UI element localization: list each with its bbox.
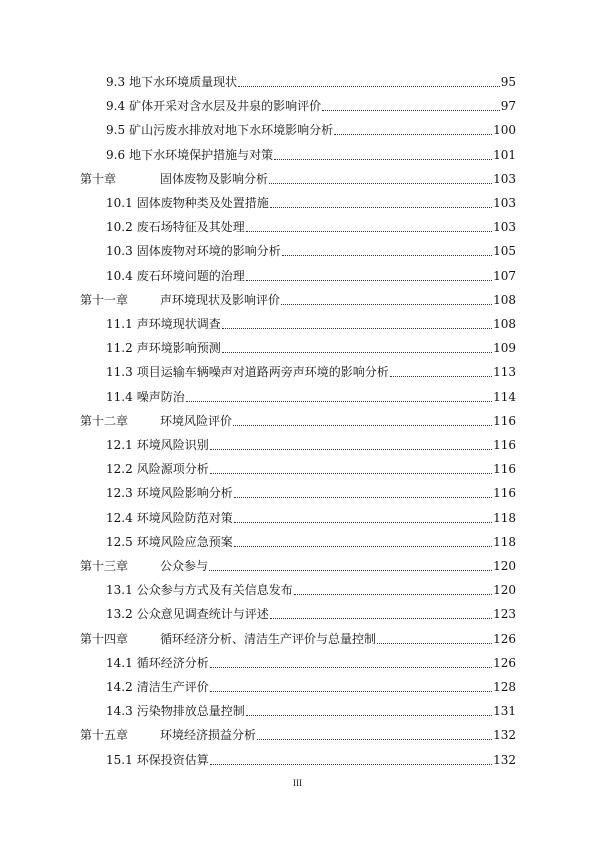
toc-leader-dots — [234, 496, 492, 498]
toc-entry-title: 声环境现状及影响评价 — [160, 292, 281, 307]
toc-leader-dots — [234, 545, 492, 547]
toc-leader-dots — [257, 738, 492, 740]
toc-leader-dots — [238, 85, 500, 87]
toc-chapter-row[interactable] — [80, 630, 516, 648]
toc-page-number: 95 — [500, 75, 516, 89]
toc-entry-number: 12.4 — [106, 510, 133, 525]
toc-entry-title: 项目运输车辆噪声对道路两旁声环境的影响分析 — [136, 365, 389, 380]
toc-section-row[interactable] — [106, 678, 516, 696]
toc-entry-number: 10.4 — [106, 268, 133, 283]
toc-chapter-row[interactable] — [80, 291, 516, 309]
toc-entry-title: 废石场特征及其处理 — [136, 220, 245, 235]
toc-page-number: 116 — [493, 413, 516, 428]
toc-entry-title: 环境经济损益分析 — [160, 728, 257, 743]
toc-entry-title: 固体废物对环境的影响分析 — [136, 244, 281, 259]
toc-entry-title: 声环境影响预测 — [136, 341, 221, 356]
toc-entry-number: 13.2 — [106, 607, 133, 622]
toc-page-number: 126 — [493, 655, 516, 670]
toc-entry-title: 矿体开采对含水层及井泉的影响评价 — [129, 99, 322, 114]
toc-entry-title: 声环境现状调查 — [136, 317, 221, 331]
toc-entry-number: 10.2 — [106, 220, 133, 235]
toc-page-number: 118 — [493, 534, 516, 549]
toc-chapter-row[interactable] — [80, 412, 516, 430]
toc-entry-title: 公众参与 — [160, 559, 209, 573]
toc-leader-dots — [269, 182, 492, 184]
toc-leader-dots — [294, 593, 492, 595]
toc-page-number: 107 — [493, 268, 516, 283]
toc-section-row[interactable] — [106, 73, 516, 91]
toc-page-number: 132 — [493, 752, 516, 767]
toc-entry-number: 11.4 — [106, 389, 133, 404]
toc-page-number: 105 — [493, 244, 516, 259]
toc-entry-title: 环境风险影响分析 — [136, 486, 233, 501]
toc-entry-title: 噪声防治 — [136, 389, 185, 404]
toc-entry-title: 循环经济分析、清洁生产评价与总量控制 — [160, 631, 377, 646]
toc-section-row[interactable] — [106, 339, 516, 357]
toc-entry-number: 12.3 — [106, 486, 133, 501]
toc-section-row[interactable] — [106, 218, 516, 236]
toc-entry-number: 11.3 — [106, 365, 133, 380]
toc-page-number: 126 — [493, 631, 516, 646]
toc-entry-title: 废石环境问题的治理 — [136, 268, 245, 283]
toc-section-row[interactable] — [106, 267, 516, 285]
toc-entry-number: 10.3 — [106, 244, 133, 259]
toc-entry-title: 环境风险应急预案 — [136, 534, 233, 549]
toc-chapter-row[interactable] — [80, 557, 516, 575]
toc-leader-dots — [186, 400, 492, 402]
toc-entry-title: 固体废物及影响分析 — [160, 171, 269, 186]
toc-section-row[interactable] — [106, 315, 516, 333]
toc-entry-title: 地下水环境保护措施与对策 — [129, 147, 274, 162]
toc-leader-dots — [210, 472, 492, 474]
toc-leader-dots — [233, 424, 492, 426]
toc-entry-title: 环保投资估算 — [136, 752, 209, 767]
toc-leader-dots — [270, 206, 492, 208]
toc-page-number: 131 — [493, 704, 516, 719]
toc-leader-dots — [246, 279, 492, 281]
toc-entry-title: 循环经济分析 — [136, 655, 209, 670]
toc-entry-title: 公众参与方式及有关信息发布 — [136, 583, 293, 598]
toc-section-row[interactable] — [106, 460, 516, 478]
toc-leader-dots — [281, 303, 492, 305]
toc-page-number: 120 — [493, 559, 516, 573]
toc-page-number: 113 — [493, 365, 516, 380]
toc-page-number: 123 — [493, 607, 516, 622]
toc-section-row[interactable] — [106, 702, 516, 720]
page-number: III — [293, 778, 302, 788]
toc-leader-dots — [246, 230, 492, 232]
toc-entry-number: 10.1 — [106, 196, 133, 210]
toc-section-row[interactable] — [106, 388, 516, 406]
toc-page-number: 118 — [493, 510, 516, 525]
toc-page-number: 128 — [493, 680, 516, 694]
toc-leader-dots — [210, 690, 492, 692]
toc-section-row[interactable] — [106, 581, 516, 599]
toc-section-row[interactable] — [106, 484, 516, 502]
toc-page-number: 108 — [493, 317, 516, 331]
toc-entry-number: 14.2 — [106, 680, 133, 694]
toc-leader-dots — [246, 714, 492, 716]
toc-section-row[interactable] — [106, 533, 516, 551]
toc-entry-number: 11.2 — [106, 341, 133, 356]
toc-page-number: 103 — [493, 196, 516, 210]
toc-leader-dots — [209, 569, 492, 571]
toc-section-row[interactable] — [106, 146, 516, 164]
toc-entry-title: 环境风险评价 — [160, 413, 233, 428]
toc-leader-dots — [222, 351, 492, 353]
toc-entry-number: 12.5 — [106, 534, 133, 549]
toc-page-number: 108 — [493, 292, 516, 307]
toc-page-number: 132 — [493, 728, 516, 743]
toc-section-row[interactable] — [106, 121, 516, 139]
toc-entry-number: 13.1 — [106, 583, 133, 598]
toc-leader-dots — [210, 448, 492, 450]
toc-section-row[interactable] — [106, 436, 516, 454]
toc-section-row[interactable] — [106, 242, 516, 260]
toc-section-row[interactable] — [106, 194, 516, 212]
toc-entry-number: 第十一章 — [80, 292, 129, 307]
toc-entry-title: 地下水环境质量现状 — [129, 75, 238, 89]
toc-entry-title: 清洁生产评价 — [136, 680, 209, 694]
toc-leader-dots — [210, 763, 492, 765]
toc-entry-number: 第十五章 — [80, 728, 129, 743]
toc-section-row[interactable] — [106, 654, 516, 672]
toc-entry-number: 第十四章 — [80, 631, 129, 646]
toc-section-row[interactable] — [106, 751, 516, 769]
toc-page-number: 116 — [493, 486, 516, 501]
toc-leader-dots — [322, 109, 500, 111]
toc-entry-number: 12.2 — [106, 462, 133, 477]
toc-entry-title: 矿山污废水排放对地下水环境影响分析 — [129, 123, 334, 138]
toc-leader-dots — [222, 327, 492, 329]
toc-leader-dots — [274, 158, 492, 160]
toc-section-row[interactable] — [106, 509, 516, 527]
toc-entry-number: 第十三章 — [80, 559, 129, 573]
toc-leader-dots — [210, 666, 492, 668]
toc-entry-number: 15.1 — [106, 752, 133, 767]
toc-leader-dots — [377, 642, 492, 644]
toc-section-row[interactable] — [106, 363, 516, 381]
toc-entry-number: 9.3 — [106, 75, 126, 89]
toc-page-number: 103 — [493, 220, 516, 235]
toc-entry-number: 14.3 — [106, 704, 133, 719]
toc-chapter-row[interactable] — [80, 170, 516, 188]
toc-entry-number: 第十章 — [80, 171, 117, 186]
toc-page-number: 116 — [493, 462, 516, 477]
toc-section-row[interactable] — [106, 605, 516, 623]
toc-entry-number: 第十二章 — [80, 413, 129, 428]
toc-entry-title: 环境风险防范对策 — [136, 510, 233, 525]
toc-page-number: 100 — [493, 123, 516, 138]
toc-page-number: 116 — [493, 438, 516, 452]
toc-entry-number: 11.1 — [106, 317, 133, 331]
toc-entry-number: 9.5 — [106, 123, 126, 138]
toc-entry-title: 污染物排放总量控制 — [136, 704, 245, 719]
toc-entry-number: 9.4 — [106, 99, 126, 114]
toc-chapter-row[interactable] — [80, 726, 516, 744]
toc-leader-dots — [334, 133, 492, 135]
toc-page-number: 109 — [493, 341, 516, 356]
toc-section-row[interactable] — [106, 97, 516, 115]
toc-entry-title: 环境风险识别 — [136, 438, 209, 452]
toc-entry-title: 公众意见调查统计与评述 — [136, 607, 269, 622]
toc-page-number: 101 — [493, 147, 516, 162]
toc-page-number: 97 — [500, 99, 516, 114]
toc-page-number: 114 — [493, 389, 516, 404]
toc-entry-title: 风险源项分析 — [136, 462, 209, 477]
toc-leader-dots — [282, 254, 492, 256]
toc-entry-number: 9.6 — [106, 147, 126, 162]
toc-leader-dots — [234, 521, 492, 523]
toc-page-number: 120 — [493, 583, 516, 598]
toc-leader-dots — [270, 617, 492, 619]
toc-entry-number: 14.1 — [106, 655, 133, 670]
toc-entry-title: 固体废物种类及处置措施 — [136, 196, 269, 210]
toc-entry-number: 12.1 — [106, 438, 133, 452]
toc-page-number: 103 — [493, 171, 516, 186]
toc-leader-dots — [390, 375, 492, 377]
